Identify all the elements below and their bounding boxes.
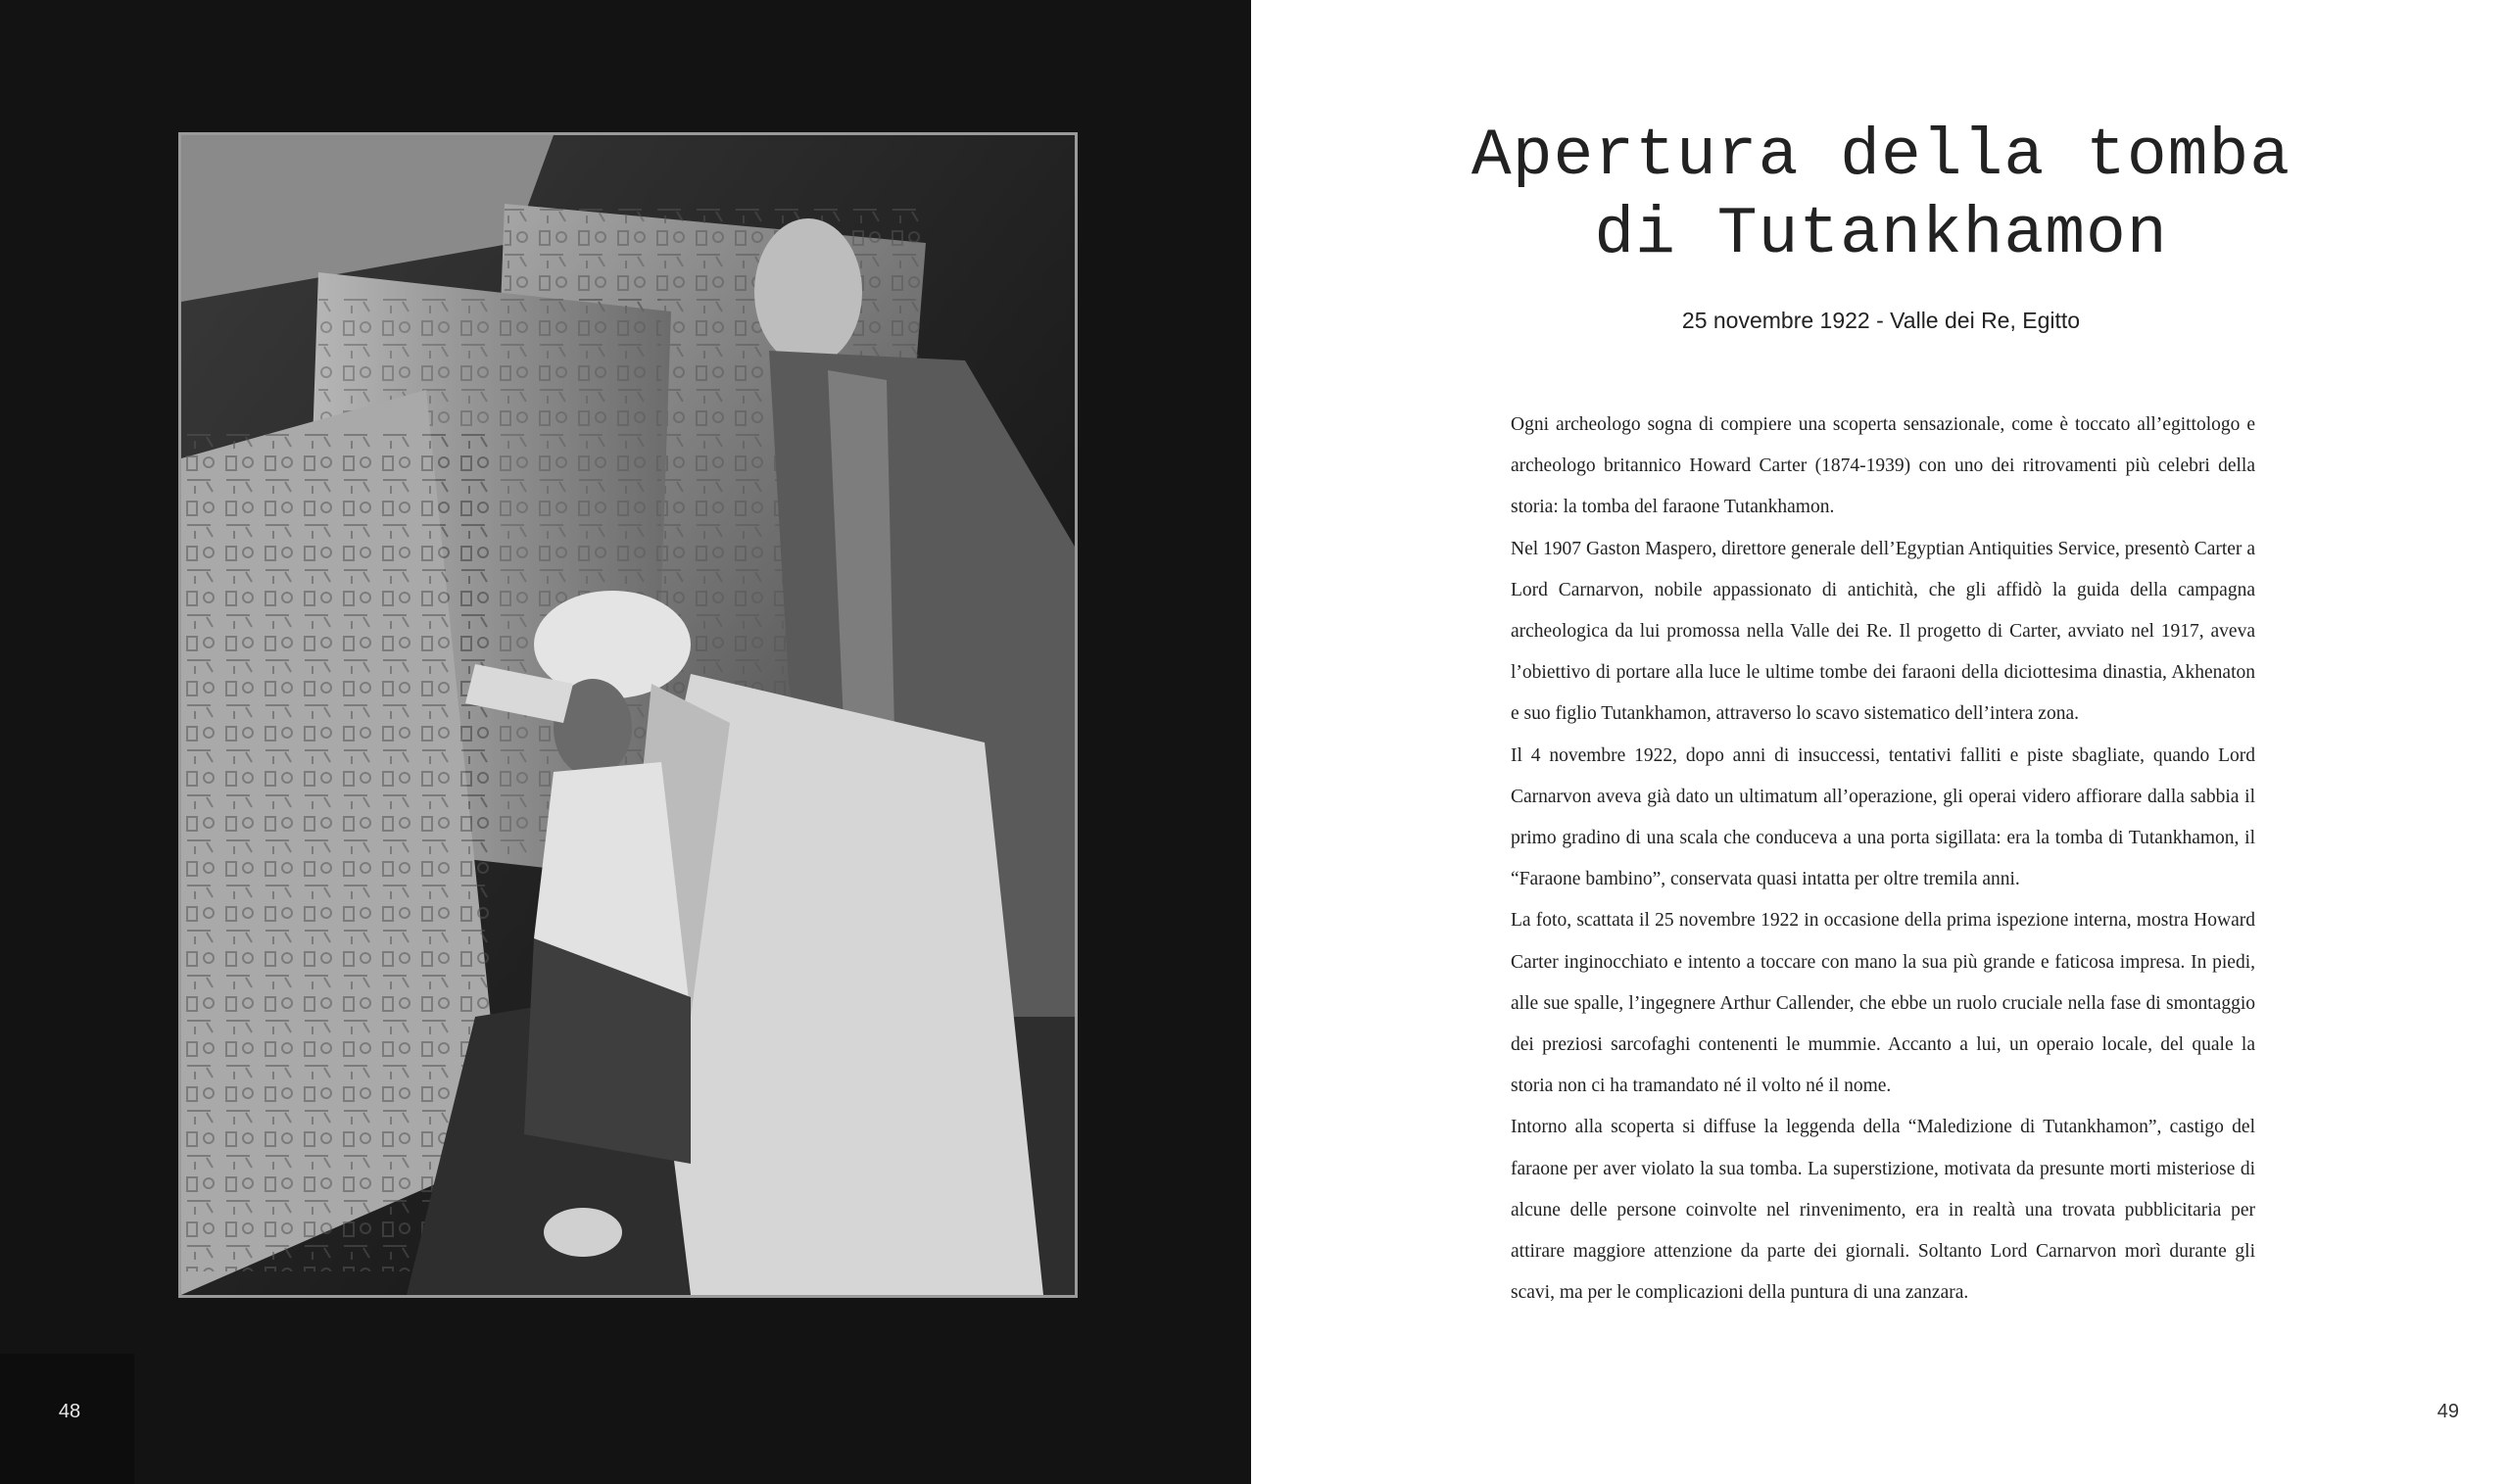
title-line-2: di Tutankhamon — [1594, 197, 2168, 272]
left-page — [0, 0, 1251, 1484]
page-number-right: 49 — [2436, 1401, 2459, 1422]
paragraph: Intorno alla scoperta si diffuse la leggenda della “Maledizione di Tutankhamon”, castigo del faraone per aver violato la sua tomba. La superstizione, motivata da presunte morti misteriose di alcune delle persone coinvolte nel rinvenimento, era in realtà una trovata pubblicitaria per attirare maggiore attenzione da parte dei giornali. Soltanto Lord Carnarvon morì durante gli scavi, ma per le complicazioni della puntura di una zanzara. — [1511, 1117, 2255, 1304]
paragraph: La foto, scattata il 25 novembre 1922 in occasione della prima ispezione interna, mostra Howard Carter inginocchiato e intento a toccare con mano la sua più grande e faticosa impresa. In piedi, alle sue spalle, l’ingegnere Arthur Callender, che ebbe un ruolo cruciale nella fase di smontaggio dei preziosi sarcofaghi contenenti le mummie. Accanto a lui, un operaio locale, del quale la storia non ci ha tramandato né il volto né il nome. — [1511, 910, 2255, 1097]
page-subtitle: 25 novembre 1922 - Valle dei Re, Egitto — [1681, 308, 2081, 333]
photo-illustration — [181, 135, 1075, 1295]
paragraph: Il 4 novembre 1922, dopo anni di insuccessi, tentativi falliti e piste sbagliate, quando Lord Carnarvon aveva già dato un ultimatum all’operazione, gli operai videro affiorare dalla sabbia il primo gradino di una scala che conduceva a una porta sigillata: era la tomba di Tutankhamon, il “Faraone bambino”, conservata quasi intatta per oltre tremila anni. — [1511, 744, 2255, 890]
page-number-left: 48 — [58, 1401, 81, 1422]
paragraph: Ogni archeologo sogna di compiere una scoperta sensazionale, come è toccato all’egittologo e archeologo britannico Howard Carter (1874-1939) con uno dei ritrovamenti più celebri della storia: la tomba del faraone Tutankhamon. — [1511, 414, 2255, 518]
article-body — [1511, 405, 2255, 1314]
title-line-1: Apertura della tomba — [1471, 119, 2291, 194]
paragraph: Nel 1907 Gaston Maspero, direttore generale dell’Egyptian Antiquities Service, presentò Carter a Lord Carnarvon, nobile appassionato di antichità, che gli affidò la guida della campagna archeologica da lui promossa nella Valle dei Re. Il progetto di Carter, avviato nel 1917, aveva l’obiettivo di portare alla luce le ultime tombe dei faraoni della diciottesima dinastia, Akhenaton e suo figlio Tutankhamon, attraverso lo scavo sistematico dell’intera zona. — [1511, 538, 2255, 725]
historical-photo — [178, 132, 1078, 1298]
page-title — [1362, 118, 2400, 274]
